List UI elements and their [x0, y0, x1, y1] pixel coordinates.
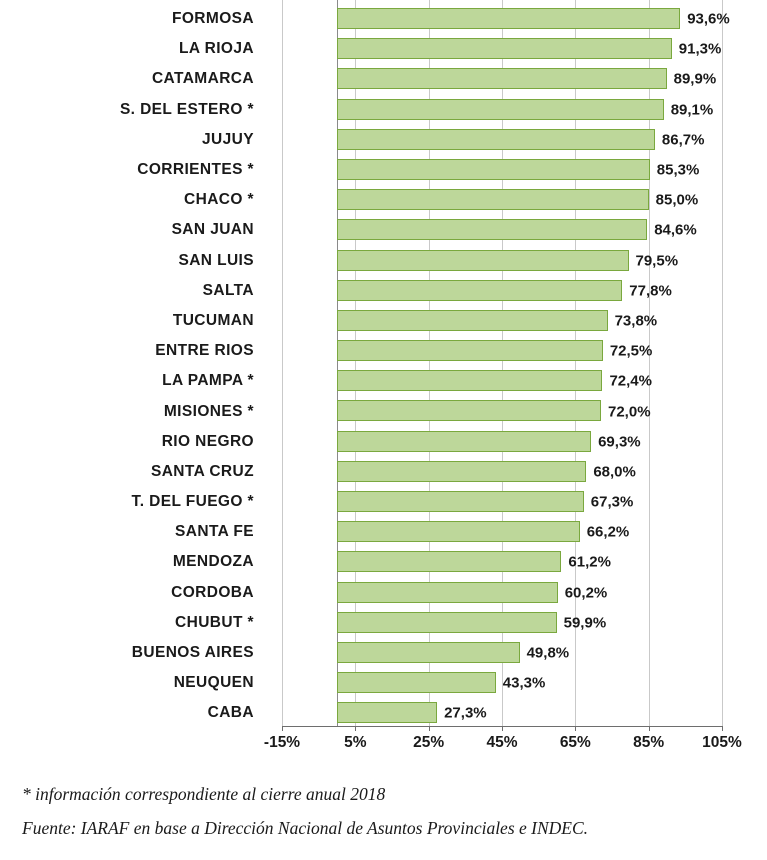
category-label: FORMOSA	[171, 10, 254, 28]
bar	[337, 431, 591, 452]
bar-row	[0, 457, 767, 487]
bar-zone	[268, 457, 767, 487]
category-label: T. DEL FUEGO *	[131, 493, 254, 511]
bar-zone	[268, 246, 767, 276]
category-label: RIO NEGRO	[161, 432, 254, 450]
tick-mark	[649, 726, 650, 731]
bar	[337, 159, 650, 180]
bar-row	[0, 246, 767, 276]
bar-row	[0, 517, 767, 547]
category-label: CHUBUT *	[175, 613, 254, 631]
bar	[337, 461, 586, 482]
bar	[337, 250, 629, 271]
bar-zone	[268, 95, 767, 125]
bar-value-label: 68,0%	[593, 463, 636, 481]
bar-value-label: 67,3%	[590, 493, 634, 511]
bar-zone	[268, 578, 767, 608]
category-label: MISIONES *	[163, 402, 254, 420]
category-label: CHACO *	[184, 191, 254, 209]
bar	[337, 642, 520, 663]
chart-notes	[22, 784, 752, 852]
bar-value-label: 59,9%	[563, 614, 607, 632]
bar-value-label: 73,8%	[614, 312, 658, 330]
tick-mark	[355, 726, 356, 731]
bar	[337, 310, 608, 331]
x-tick-label: 105%	[702, 734, 742, 751]
bar-value-label: 77,8%	[629, 282, 672, 300]
bar-row	[0, 306, 767, 336]
bar	[337, 702, 437, 723]
bar-value-label: 72,5%	[609, 342, 653, 360]
bar-zone	[268, 638, 767, 668]
bar-row	[0, 95, 767, 125]
category-label: LA PAMPA *	[162, 372, 254, 390]
bar	[337, 521, 580, 542]
bar-zone	[268, 185, 767, 215]
bar-row	[0, 4, 767, 34]
bar-value-label: 27,3%	[444, 704, 487, 722]
footnote-text: * información correspondiente al cierre anual 2018	[22, 784, 386, 804]
bar	[337, 99, 664, 120]
bar-value-label: 89,1%	[670, 101, 714, 119]
bar	[337, 68, 667, 89]
bar-row	[0, 215, 767, 245]
x-tick-label: 65%	[559, 734, 591, 751]
category-label: SANTA CRUZ	[150, 462, 254, 480]
bar-zone	[268, 668, 767, 698]
bar-zone	[268, 34, 767, 64]
bar-row	[0, 34, 767, 64]
category-label: JUJUY	[202, 130, 254, 148]
bar-zone	[268, 215, 767, 245]
category-label: SALTA	[202, 281, 254, 299]
bar-zone	[268, 608, 767, 638]
bar-row	[0, 638, 767, 668]
bar-zone	[268, 547, 767, 577]
bar-row	[0, 396, 767, 426]
category-label: SAN JUAN	[171, 221, 254, 239]
bar-row	[0, 276, 767, 306]
x-tick-label: 45%	[486, 734, 518, 751]
bar-row	[0, 547, 767, 577]
category-label: SAN LUIS	[178, 251, 254, 269]
bar	[337, 370, 602, 391]
category-label: NEUQUEN	[173, 674, 254, 692]
x-tick-label: -15%	[263, 734, 301, 751]
bar	[337, 280, 622, 301]
bar-row	[0, 185, 767, 215]
bar	[337, 672, 496, 693]
bar-value-label: 91,3%	[678, 40, 722, 58]
bar-zone	[268, 427, 767, 457]
bar-value-label: 69,3%	[598, 433, 641, 451]
bar-zone	[268, 517, 767, 547]
bar-row	[0, 366, 767, 396]
tick-mark	[575, 726, 576, 731]
bar	[337, 551, 561, 572]
bar-value-label: 79,5%	[635, 252, 679, 270]
bar-rows	[0, 4, 767, 729]
bar	[337, 8, 680, 29]
bar-row	[0, 427, 767, 457]
category-label: ENTRE RIOS	[155, 342, 254, 360]
bar	[337, 38, 672, 59]
bar-value-label: 49,8%	[526, 644, 570, 662]
tick-mark	[722, 726, 723, 731]
bar-row	[0, 64, 767, 94]
bar-zone	[268, 366, 767, 396]
bar-zone	[268, 64, 767, 94]
category-label: TUCUMAN	[172, 311, 254, 329]
source-text: Fuente: IARAF en base a Dirección Nacional de Asuntos Provinciales e INDEC.	[22, 818, 589, 838]
bar-value-label: 85,3%	[656, 161, 700, 179]
bar-zone	[268, 396, 767, 426]
bar-zone	[268, 306, 767, 336]
bar-row	[0, 608, 767, 638]
bar-value-label: 66,2%	[586, 523, 630, 541]
bar-value-label: 86,7%	[661, 131, 705, 149]
bar-zone	[268, 698, 767, 728]
bar	[337, 491, 584, 512]
bar-row	[0, 155, 767, 185]
bar-row	[0, 336, 767, 366]
category-label: S. DEL ESTERO *	[119, 100, 254, 118]
bar-row	[0, 487, 767, 517]
bar-value-label: 61,2%	[568, 553, 611, 571]
x-tick-label: 85%	[633, 734, 665, 751]
bar-zone	[268, 336, 767, 366]
category-label: SANTA FE	[175, 523, 254, 541]
category-label: CORRIENTES *	[137, 161, 254, 179]
bar	[337, 582, 558, 603]
bar-value-label: 60,2%	[564, 584, 608, 602]
tick-mark	[502, 726, 503, 731]
bar-zone	[268, 276, 767, 306]
category-label: CORDOBA	[171, 583, 254, 601]
bar-row	[0, 668, 767, 698]
bar-value-label: 72,4%	[609, 372, 652, 390]
bar-value-label: 43,3%	[502, 674, 546, 692]
bar-zone	[268, 155, 767, 185]
bar-value-label: 93,6%	[687, 10, 730, 28]
bar-zone	[268, 487, 767, 517]
tick-mark	[282, 726, 283, 731]
bar-value-label: 84,6%	[654, 221, 697, 239]
bar-zone	[268, 4, 767, 34]
bar-row	[0, 698, 767, 728]
bar-value-label: 89,9%	[673, 70, 717, 88]
category-label: CABA	[207, 704, 254, 722]
x-tick-label: 25%	[413, 734, 445, 751]
tick-mark	[429, 726, 430, 731]
bar-value-label: 85,0%	[655, 191, 699, 209]
bar	[337, 219, 647, 240]
bar	[337, 189, 649, 210]
bar	[337, 340, 603, 361]
bar-row	[0, 125, 767, 155]
bar-zone	[268, 125, 767, 155]
category-label: MENDOZA	[172, 553, 254, 571]
x-tick-label: 5%	[344, 734, 367, 751]
category-label: BUENOS AIRES	[131, 644, 254, 662]
bar	[337, 400, 601, 421]
bar-value-label: 72,0%	[608, 403, 651, 421]
bar-row	[0, 578, 767, 608]
category-label: LA RIOJA	[179, 40, 254, 58]
bar	[337, 612, 557, 633]
bar	[337, 129, 655, 150]
category-label: CATAMARCA	[151, 70, 254, 88]
